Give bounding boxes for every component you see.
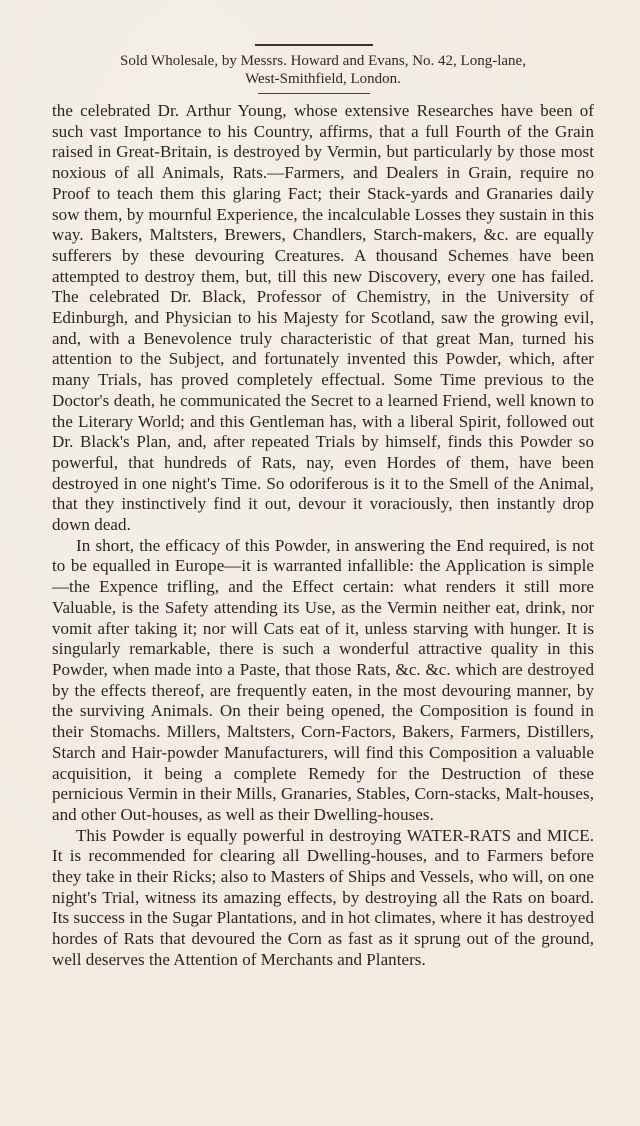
document-body	[52, 101, 594, 971]
paragraph-1: the celebrated Dr. Arthur Young, whose extensive Researches have been of such vast Importance to his Country, affirms, that a full Fourth of the Grain raised in Great-Britain, is destroyed by Vermin, but particularly by those most noxious of all Animals, Rats.—Farmers, and Dealers in Grain, require no Proof to teach them this glaring Fact; their Stack-yards and Granaries daily sow them, by mournful Experience, the incalculable Losses they sustain in this way. Bakers, Maltsters, Brewers, Chandlers, Starch-makers, &c. are equally sufferers by these devouring Creatures. A thousand Schemes have been attempted to destroy them, but, till this new Discovery, every one has failed. The celebrated Dr. Black, Professor of Chemistry, in the University of Edinburgh, and Physician to his Majesty for Scotland, saw the growing evil, and, with a Benevolence truly characteristic of that great Man, turned his attention to the Subject, and fortunately invented this Powder, which, after many Trials, has proved completely effectual. Some Time previous to the Doctor's death, he communicated the Secret to a learned Friend, well known to the Literary World; and this Gentleman has, with a liberal Spirit, followed out Dr. Black's Plan, and, after repeated Trials by himself, finds this Powder so powerful, that hundreds of Rats, nay, even Hordes of them, have been destroyed in one night's Time. So odoriferous is it to the Smell of the Animal, that they instinctively find it out, devour it voraciously, then instantly drop down dead.	[52, 101, 594, 535]
header-imprint	[52, 52, 594, 88]
header-divider-rule	[258, 93, 370, 94]
paragraph-3: This Powder is equally powerful in destroying WATER-RATS and MICE. It is recommended for clearing all Dwelling-houses, and to Farmers before they take in their Ricks; also to Masters of Ships and Vessels, who will, on one night's Trial, witness its amazing effects, by destroying all the Rats on board. Its success in the Sugar Plantations, and in hot climates, where it has destroyed hordes of Rats that devoured the Corn as fast as it sprung out of the ground, well deserves the Attention of Merchants and Planters.	[52, 825, 594, 969]
top-decorative-rule	[255, 44, 373, 46]
header-line-2: West-Smithfield, London.	[245, 71, 401, 87]
header-line-1: Sold Wholesale, by Messrs. Howard and Evans, No. 42, Long-lane,	[120, 53, 526, 69]
paragraph-2: In short, the efficacy of this Powder, in answering the End required, is not to be equalled in Europe—it is warranted infallible: the Application is simple—the Expence trifling, and the Effect certain: what renders it still more Valuable, is the Safety attending its Use, as the Vermin neither eat, drink, nor vomit after taking it; nor will Cats eat of it, unless starving with hunger. It is singularly remarkable, there is such a wonderful attractive quality in this Powder, when made into a Paste, that those Rats, &c. &c. which are destroyed by the effects thereof, are frequently eaten, in the most devouring manner, by the surviving Animals. On their being opened, the Composition is found in their Stomachs. Millers, Maltsters, Corn-Factors, Bakers, Farmers, Distillers, Starch and Hair-powder Manufacturers, will find this Composition a valuable acquisition, it being a complete Remedy for the Destruction of these pernicious Vermin in their Mills, Granaries, Stables, Corn-stacks, Malt-houses, and other Out-houses, as well as their Dwelling-houses.	[52, 535, 594, 824]
